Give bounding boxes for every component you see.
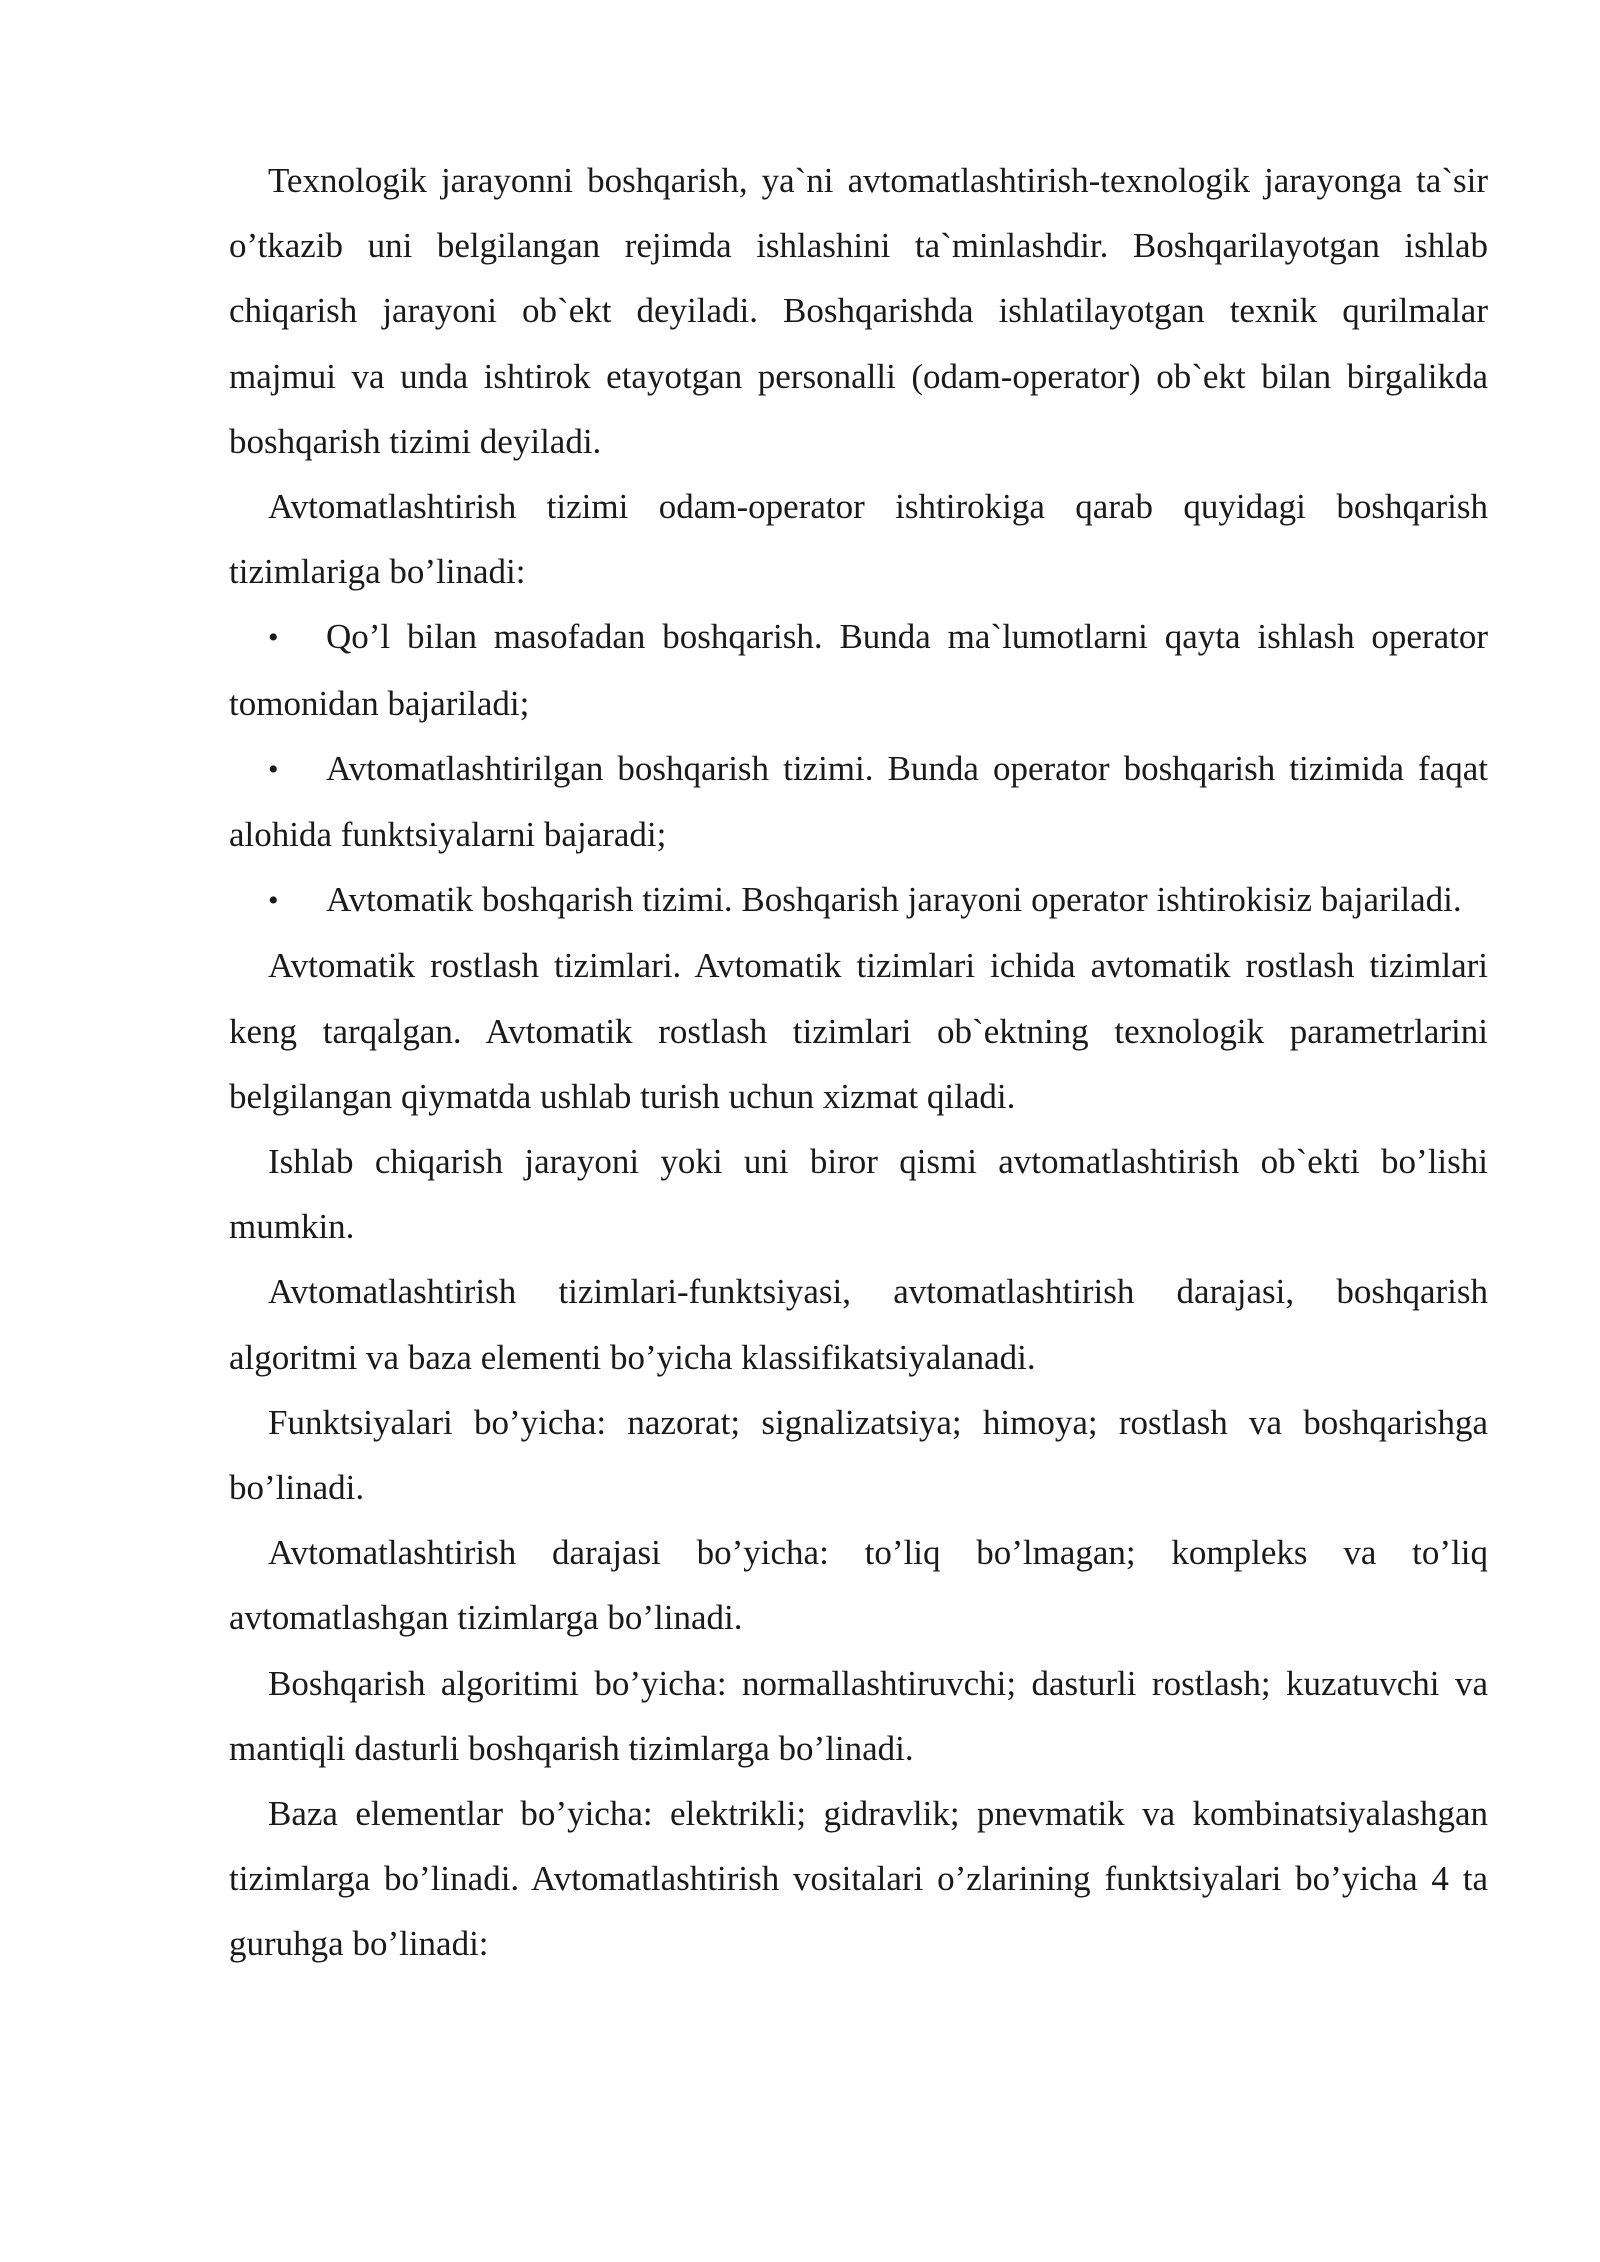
paragraph: Avtomatlashtirish darajasi bo’yicha: to’liq bo’lmagan; kompleks va to’liq avtomatlashgan tizimlarga bo’linadi. bbox=[229, 1533, 1488, 1638]
bullet-marker: • bbox=[268, 884, 279, 918]
bullet-marker: • bbox=[268, 621, 279, 655]
paragraph: Avtomatlashtirish tizimlari-funktsiyasi, avtomatlashtirish darajasi, boshqarish algoritmi va baza elementi bo’yicha klassifikatsiyalanadi. bbox=[229, 1272, 1488, 1377]
bullet-text: Avtomatik boshqarish tizimi. Boshqarish jarayoni operator ishtirokisiz bajariladi. bbox=[326, 880, 1462, 920]
bullet-marker: • bbox=[268, 752, 279, 786]
bullet-item bbox=[229, 604, 1488, 735]
document-page bbox=[229, 148, 1488, 1977]
bullet-item bbox=[229, 736, 1488, 867]
paragraph: Boshqarish algoritimi bo’yicha: normallashtiruvchi; dasturli rostlash; kuzatuvchi va mantiqli dasturli boshqarish tizimlarga bo’linadi. bbox=[229, 1663, 1488, 1768]
paragraph: Avtomatik rostlash tizimlari. Avtomatik tizimlari ichida avtomatik rostlash tizimlari keng tarqalgan. Avtomatik rostlash tizimlari ob`ektning texnologik parametrlarini belgilangan qiymatda ushlab turish uchun xizmat qiladi. bbox=[229, 946, 1488, 1116]
paragraph: Baza elementlar bo’yicha: elektrikli; gidravlik; pnevmatik va kombinatsiyalashgan tizimlarga bo’linadi. Avtomatlashtirish vositalari o’zlarining funktsiyalari bo’yicha 4 ta guruhga bo’linadi: bbox=[229, 1794, 1488, 1964]
paragraph: Texnologik jarayonni boshqarish, ya`ni avtomatlashtirish-texnologik jarayonga ta`sir o’tkazib uni belgilangan rejimda ishlashini ta`minlashdir. Boshqarilayotgan ishlab chiqarish jarayoni ob`ekt deyiladi. Boshqarishda ishlatilayotgan texnik qurilmalar majmui va unda ishtirok etayotgan personalli (odam-operator) ob`ekt bilan birgalikda boshqarish tizimi deyiladi. bbox=[229, 161, 1488, 461]
bullet-text: Avtomatlashtirilgan boshqarish tizimi. Bunda operator boshqarish tizimida faqat alohida funktsiyalarni bajaradi; bbox=[229, 748, 1488, 855]
paragraph: Ishlab chiqarish jarayoni yoki uni biror qismi avtomatlashtirish ob`ekti bo’lishi mumkin. bbox=[229, 1142, 1488, 1247]
paragraph: Funktsiyalari bo’yicha: nazorat; signalizatsiya; himoya; rostlash va boshqarishga bo’linadi. bbox=[229, 1402, 1488, 1508]
bullet-item bbox=[229, 867, 1488, 933]
bullet-text: Qo’l bilan masofadan boshqarish. Bunda ma`lumotlarni qayta ishlash operator tomonidan bajariladi; bbox=[229, 617, 1488, 723]
paragraph: Avtomatlashtirish tizimi odam-operator ishtirokiga qarab quyidagi boshqarish tizimlariga bo’linadi: bbox=[229, 487, 1488, 592]
